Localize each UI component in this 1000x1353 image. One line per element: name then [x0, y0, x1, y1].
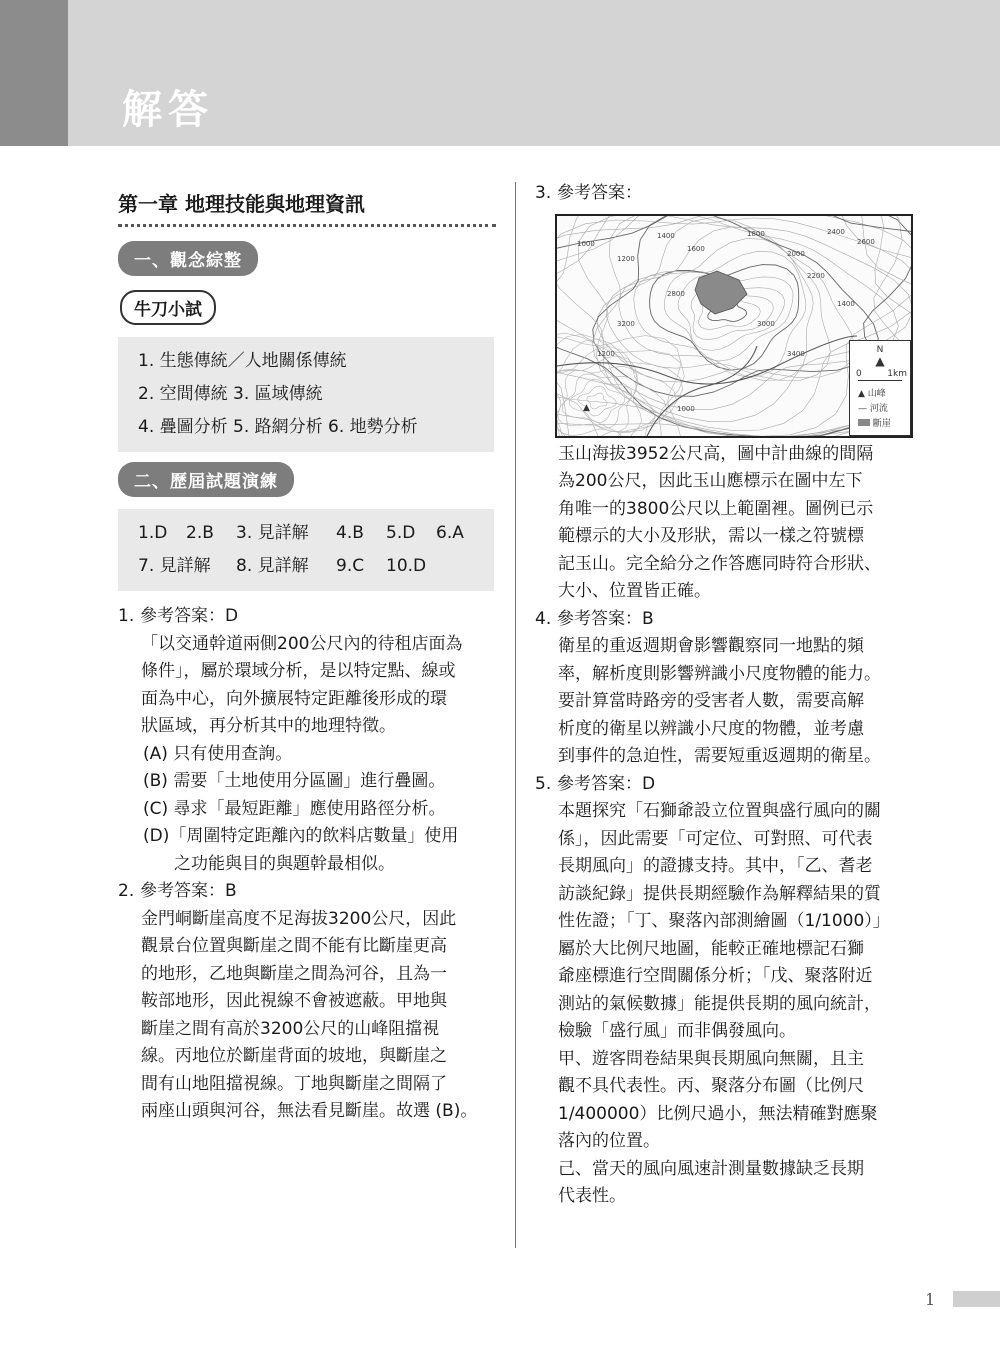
contour-label: 2000: [787, 249, 805, 258]
north-label: N: [876, 344, 884, 355]
page-title: 解答: [122, 87, 214, 133]
contour-label: 1800: [747, 229, 765, 238]
contour-label: 1400: [837, 299, 855, 308]
header-banner: [0, 0, 1000, 146]
contour-label: 3200: [617, 319, 635, 328]
scale-bar: 0 1km: [856, 368, 907, 379]
contour-label: 3000: [757, 319, 775, 328]
section-pill-past-exams: 二、歷屆試題演練: [118, 462, 294, 497]
contour-label: 2200: [807, 271, 825, 280]
river-line: [647, 346, 757, 436]
exam-answer-box: [118, 509, 494, 591]
topographic-map: [555, 214, 913, 438]
page-number-bar: [953, 1291, 1000, 1307]
contour-label: 3400: [787, 349, 805, 358]
contour-line: [569, 379, 624, 422]
legend-cliff: 斷崖: [850, 416, 910, 429]
contour-label: 2400: [827, 227, 845, 236]
option-a: (A) 只有使用查詢。: [143, 743, 293, 764]
north-arrow-icon: ▲: [875, 353, 885, 368]
contour-label: 1200: [617, 254, 635, 263]
quiz-label: 牛刀小試: [120, 290, 216, 325]
legend-river: — 河流: [858, 403, 888, 414]
left-column: [118, 180, 498, 1126]
section-pill-concepts: 一、觀念綜整: [118, 241, 258, 276]
option-c: (C) 尋求「最短距離」應使用路徑分析。: [143, 798, 446, 819]
chapter-title: 第一章 地理技能與地理資訊: [118, 192, 365, 216]
map-legend: [849, 340, 911, 436]
answer-1: 1. 參考答案：D 「以交通幹道兩側200公尺內的待租店面為 條件」，屬於環域分析，是以特定點、線或 面為中心，向外擴展特定距離後形成的環 狀區域，再分析其中的地理特徵。 (A) 只有使用查詢。 (B) 需要「土地使用分區圖」進行疊圖。 (C) 尋求「最短距離」應使用路徑分析。 (D)「周圍特定距離內的飲料店數量」使用 之功能與目的與題幹最相似。: [118, 603, 498, 878]
contour-label: 2600: [857, 237, 875, 246]
right-column: [535, 180, 915, 1211]
answer-3: 3. 參考答案： ▲ 1000 1200 1400 1600 1800 2000 2200 2400 2600 2800 3000 3200 3400 1000 1200 1400 N ▲ 0 1km ▲ 山峰 — 河流 斷崖 玉山海拔3952公尺高，圖中計曲線的間隔 為200公尺，因此玉山應標示在圖中左下 角唯一的3800公尺以上範圍裡。圖例已示 範標示的大小及形狀，需以一樣之符號標 記玉山。完全給分之作答應同時符合形狀、 大小、位置皆正確。: [535, 180, 915, 606]
exam-row: 1.D 2.B 3. 見詳解 4.B 5.D 6.A: [138, 523, 464, 543]
answer-5: 5. 參考答案：D 本題探究「石獅爺設立位置與盛行風向的關 係」，因此需要「可定位、可對照、可代表 長期風向」的證據支持。其中，「乙、耆老 訪談紀錄」提供長期經驗作為解釋結果的質 性佐證；「丁、聚落內部測繪圖（1/1000）」 屬於大比例尺地圖，能較正確地標記石獅 爺座標進行空間關係分析；「戊、聚落附近 測站的氣候數據」能提供長期的風向統計， 檢驗「盛行風」而非偶發風向。 甲、遊客問卷結果與長期風向無關，且主 觀不具代表性。丙、聚落分布圖（比例尺 1/400000）比例尺過小，無法精確對應聚 落內的位置。 己、當天的風向風速計測量數據缺乏長期 代表性。: [535, 773, 890, 1206]
legend-peak: ▲ 山峰: [858, 388, 886, 399]
header-tab: [0, 0, 68, 146]
peak-icon: ▲: [583, 402, 590, 413]
option-d: (D)「周圍特定距離內的飲料店數量」使用: [143, 826, 459, 846]
contour-label: 1200: [597, 349, 615, 358]
contour-line: [634, 251, 806, 376]
quiz-answer-box: [118, 337, 494, 452]
contour-line: [557, 335, 681, 435]
dotted-divider: [118, 224, 496, 227]
contour-label: 1400: [657, 231, 675, 240]
option-b: (B) 需要「土地使用分區圖」進行疊圖。: [143, 771, 446, 791]
quiz-row: 4. 疊圖分析 5. 路網分析 6. 地勢分析: [138, 417, 418, 437]
cliff-icon: [858, 419, 870, 426]
contour-label: 1600: [687, 244, 705, 253]
answer-2: 2. 參考答案：B 金門峒斷崖高度不足海拔3200公尺，因此 觀景台位置與斷崖之間不能有比斷崖更高 的地形，乙地與斷崖之間為河谷，且為一 鞍部地形，因此視線不會被遮蔽。甲地與 斷崖之間有高於3200公尺的山峰阻擋視 線。丙地位於斷崖背面的坡地，與斷崖之 間有山地阻擋視線。丁地與斷崖之間隔了 兩座山頭與河谷，無法看見斷崖。故選 (B)。: [118, 881, 478, 1121]
quiz-row: 1. 生態傳統／人地關係傳統: [138, 351, 347, 371]
exam-row: 7. 見詳解 8. 見詳解 9.C 10.D: [138, 556, 427, 576]
contour-label: 1000: [677, 404, 695, 413]
page-number: 1: [925, 1290, 936, 1309]
column-divider: [515, 182, 516, 1248]
contour-label: 2800: [667, 289, 685, 298]
peak-icon: ▲: [858, 388, 865, 399]
answer-4: 4. 參考答案：B 衛星的重返週期會影響觀察同一地點的頻 率，解析度則影響辨識小尺度物體的能力。 要計算當時路旁的受害者人數，需要高解 析度的衛星以辨識小尺度的物體，並考慮 到事件的急迫性，需要短重返週期的衛星。: [535, 608, 881, 766]
river-icon: —: [858, 403, 867, 414]
contour-label: 1000: [577, 239, 595, 248]
quiz-row: 2. 空間傳統 3. 區域傳統: [138, 384, 323, 404]
